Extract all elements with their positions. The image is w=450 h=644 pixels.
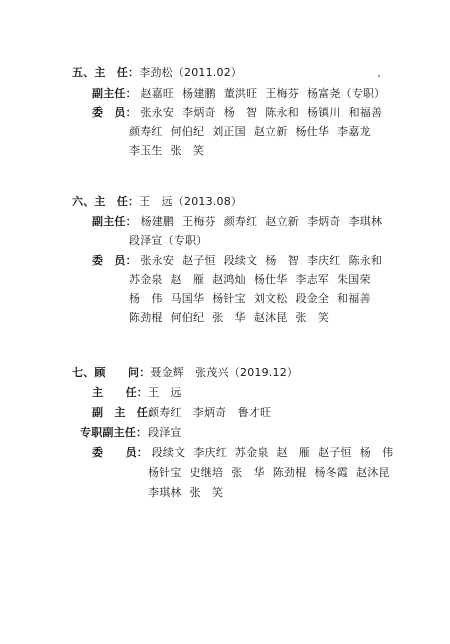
section6-member-names xyxy=(129,292,379,305)
person-name: 颜寿红 xyxy=(223,215,258,228)
person-name: 李炳奇 xyxy=(182,106,216,119)
section7-member-names xyxy=(148,486,231,499)
section7-fulltime-label: 专职副主任： xyxy=(80,426,148,439)
section6-member-names xyxy=(129,311,337,324)
section6-deputy-line-2 xyxy=(129,234,215,248)
person-name: 杨冬霞 xyxy=(314,466,349,479)
section7-member-line-2 xyxy=(148,466,398,480)
person-name: 赵 雁 xyxy=(276,446,311,459)
person-name: 陈劲棍 xyxy=(129,311,163,324)
section7-deputy-value: 颜寿红 李炳奇 鲁才旺 xyxy=(148,406,272,419)
person-name: 陈劲棍 xyxy=(272,466,307,479)
person-name: 张永安 xyxy=(140,254,175,267)
person-name: 董洪旺 xyxy=(223,87,258,100)
person-name: 赵子恒 xyxy=(182,254,216,267)
person-name: 杨 智 xyxy=(223,106,258,119)
section7-fulltime-value: 段泽宣 xyxy=(148,426,182,439)
person-name: 段续文 xyxy=(223,254,258,267)
section7-member-label: 委 员： xyxy=(92,446,148,459)
section6-member-names xyxy=(141,254,391,267)
person-name: 张 华 xyxy=(231,466,265,479)
person-name: 李志军 xyxy=(295,273,330,286)
section5-member-label: 委 员： xyxy=(92,106,137,119)
section6-member-line-2 xyxy=(129,273,379,287)
section5-member-names xyxy=(129,144,212,157)
person-name: 赵立新 xyxy=(253,125,288,138)
section5-member-line-2 xyxy=(129,125,379,139)
person-name: 李琪林 xyxy=(348,215,383,228)
person-name: 张 笑 xyxy=(189,486,224,499)
person-name: 赵嘉旺 xyxy=(140,87,175,100)
person-name: 杨建鹏 xyxy=(140,215,175,228)
person-name: 马国华 xyxy=(170,292,205,305)
section6-member-line-1 xyxy=(92,254,390,268)
section7-member-names xyxy=(152,446,402,459)
person-name: 杨针宝 xyxy=(212,292,246,305)
person-name: 李琪林 xyxy=(148,486,182,499)
section6-member-label: 委 员： xyxy=(92,254,137,267)
person-name: 赵鸿灿 xyxy=(212,273,246,286)
section5-director-label: 五、主 任： xyxy=(72,66,140,79)
section7-advisor-line xyxy=(72,366,298,380)
person-name: 张 笑 xyxy=(295,311,330,324)
person-name: 颜寿红 xyxy=(129,125,163,138)
person-name: 杨建鹏 xyxy=(182,87,216,100)
section5-director-value: 李劲松（2011.02） xyxy=(139,66,243,79)
section6-deputy-names xyxy=(129,234,215,247)
section7-member-line-1 xyxy=(92,446,401,460)
person-name: 杨针宝 xyxy=(148,466,182,479)
section6-director-label: 六、主 任： xyxy=(72,195,140,208)
person-name: 杨 伟 xyxy=(359,446,394,459)
section5-member-line-1 xyxy=(92,106,390,120)
person-name: 段泽宣（专职） xyxy=(129,234,208,247)
person-name: 李庆红 xyxy=(193,446,227,459)
person-name: 赵沐昆 xyxy=(253,311,288,324)
person-name: 苏金泉 xyxy=(129,273,163,286)
section6-member-names xyxy=(129,273,379,286)
section6-deputy-label: 副主任： xyxy=(92,215,137,228)
section7-deputy-label: 副 主 任： xyxy=(92,406,160,419)
person-name: 何伯纪 xyxy=(170,125,205,138)
section6-deputy-names xyxy=(141,215,391,228)
section5-deputy-label: 副主任： xyxy=(92,87,137,100)
section5-member-line-3 xyxy=(129,144,212,158)
person-name: 杨仕华 xyxy=(253,273,288,286)
person-name: 张 华 xyxy=(212,311,246,324)
section7-director-value: 王 远 xyxy=(148,386,182,399)
person-name: 陈永和 xyxy=(348,254,383,267)
section7-fulltime-line xyxy=(80,426,182,440)
person-name: 张永安 xyxy=(140,106,175,119)
section7-advisor-label: 七、顾 问： xyxy=(72,366,151,379)
person-name: 和福善 xyxy=(348,106,383,119)
person-name: 杨富尧（专职） xyxy=(306,87,386,100)
person-name: 李玉生 xyxy=(129,144,163,157)
section5-director-line xyxy=(72,66,242,80)
person-name: 史继培 xyxy=(189,466,224,479)
person-name: 何伯纪 xyxy=(170,311,205,324)
section7-deputy-line xyxy=(92,406,271,420)
section7-member-names xyxy=(148,466,398,479)
section5-member-names xyxy=(141,106,391,119)
person-name: 张 笑 xyxy=(170,144,205,157)
section7-director-line xyxy=(92,386,182,400)
section5-deputy-names xyxy=(141,87,394,100)
section6-director-value: 王 远（2013.08） xyxy=(139,195,243,208)
section5-member-names xyxy=(129,125,379,138)
person-name: 王梅芬 xyxy=(182,215,216,228)
person-name: 段续文 xyxy=(151,446,186,459)
section6-member-line-4 xyxy=(129,311,337,325)
scan-speck xyxy=(378,75,380,77)
section7-member-line-3 xyxy=(148,486,231,500)
person-name: 赵子恒 xyxy=(318,446,352,459)
person-name: 段金全 xyxy=(295,292,330,305)
person-name: 陈永和 xyxy=(265,106,299,119)
section7-advisor-value: 聂金辉 张茂兴（2019.12） xyxy=(150,366,299,379)
person-name: 苏金泉 xyxy=(234,446,269,459)
section6-director-line xyxy=(72,195,242,209)
section6-member-line-3 xyxy=(129,292,379,306)
person-name: 赵立新 xyxy=(265,215,299,228)
person-name: 杨镇川 xyxy=(306,106,341,119)
person-name: 刘文松 xyxy=(253,292,288,305)
person-name: 和福善 xyxy=(337,292,371,305)
person-name: 李嘉龙 xyxy=(337,125,371,138)
person-name: 杨仕华 xyxy=(295,125,330,138)
section5-deputy-line xyxy=(92,87,393,101)
person-name: 杨 智 xyxy=(265,254,299,267)
person-name: 赵 雁 xyxy=(170,273,205,286)
person-name: 刘正国 xyxy=(212,125,246,138)
person-name: 朱国荣 xyxy=(337,273,371,286)
person-name: 李炳奇 xyxy=(306,215,341,228)
section6-deputy-line xyxy=(92,215,390,229)
section7-director-label: 主 任： xyxy=(92,386,148,399)
person-name: 赵沐昆 xyxy=(356,466,390,479)
person-name: 李庆红 xyxy=(306,254,341,267)
person-name: 杨 伟 xyxy=(129,292,163,305)
person-name: 王梅芬 xyxy=(265,87,299,100)
